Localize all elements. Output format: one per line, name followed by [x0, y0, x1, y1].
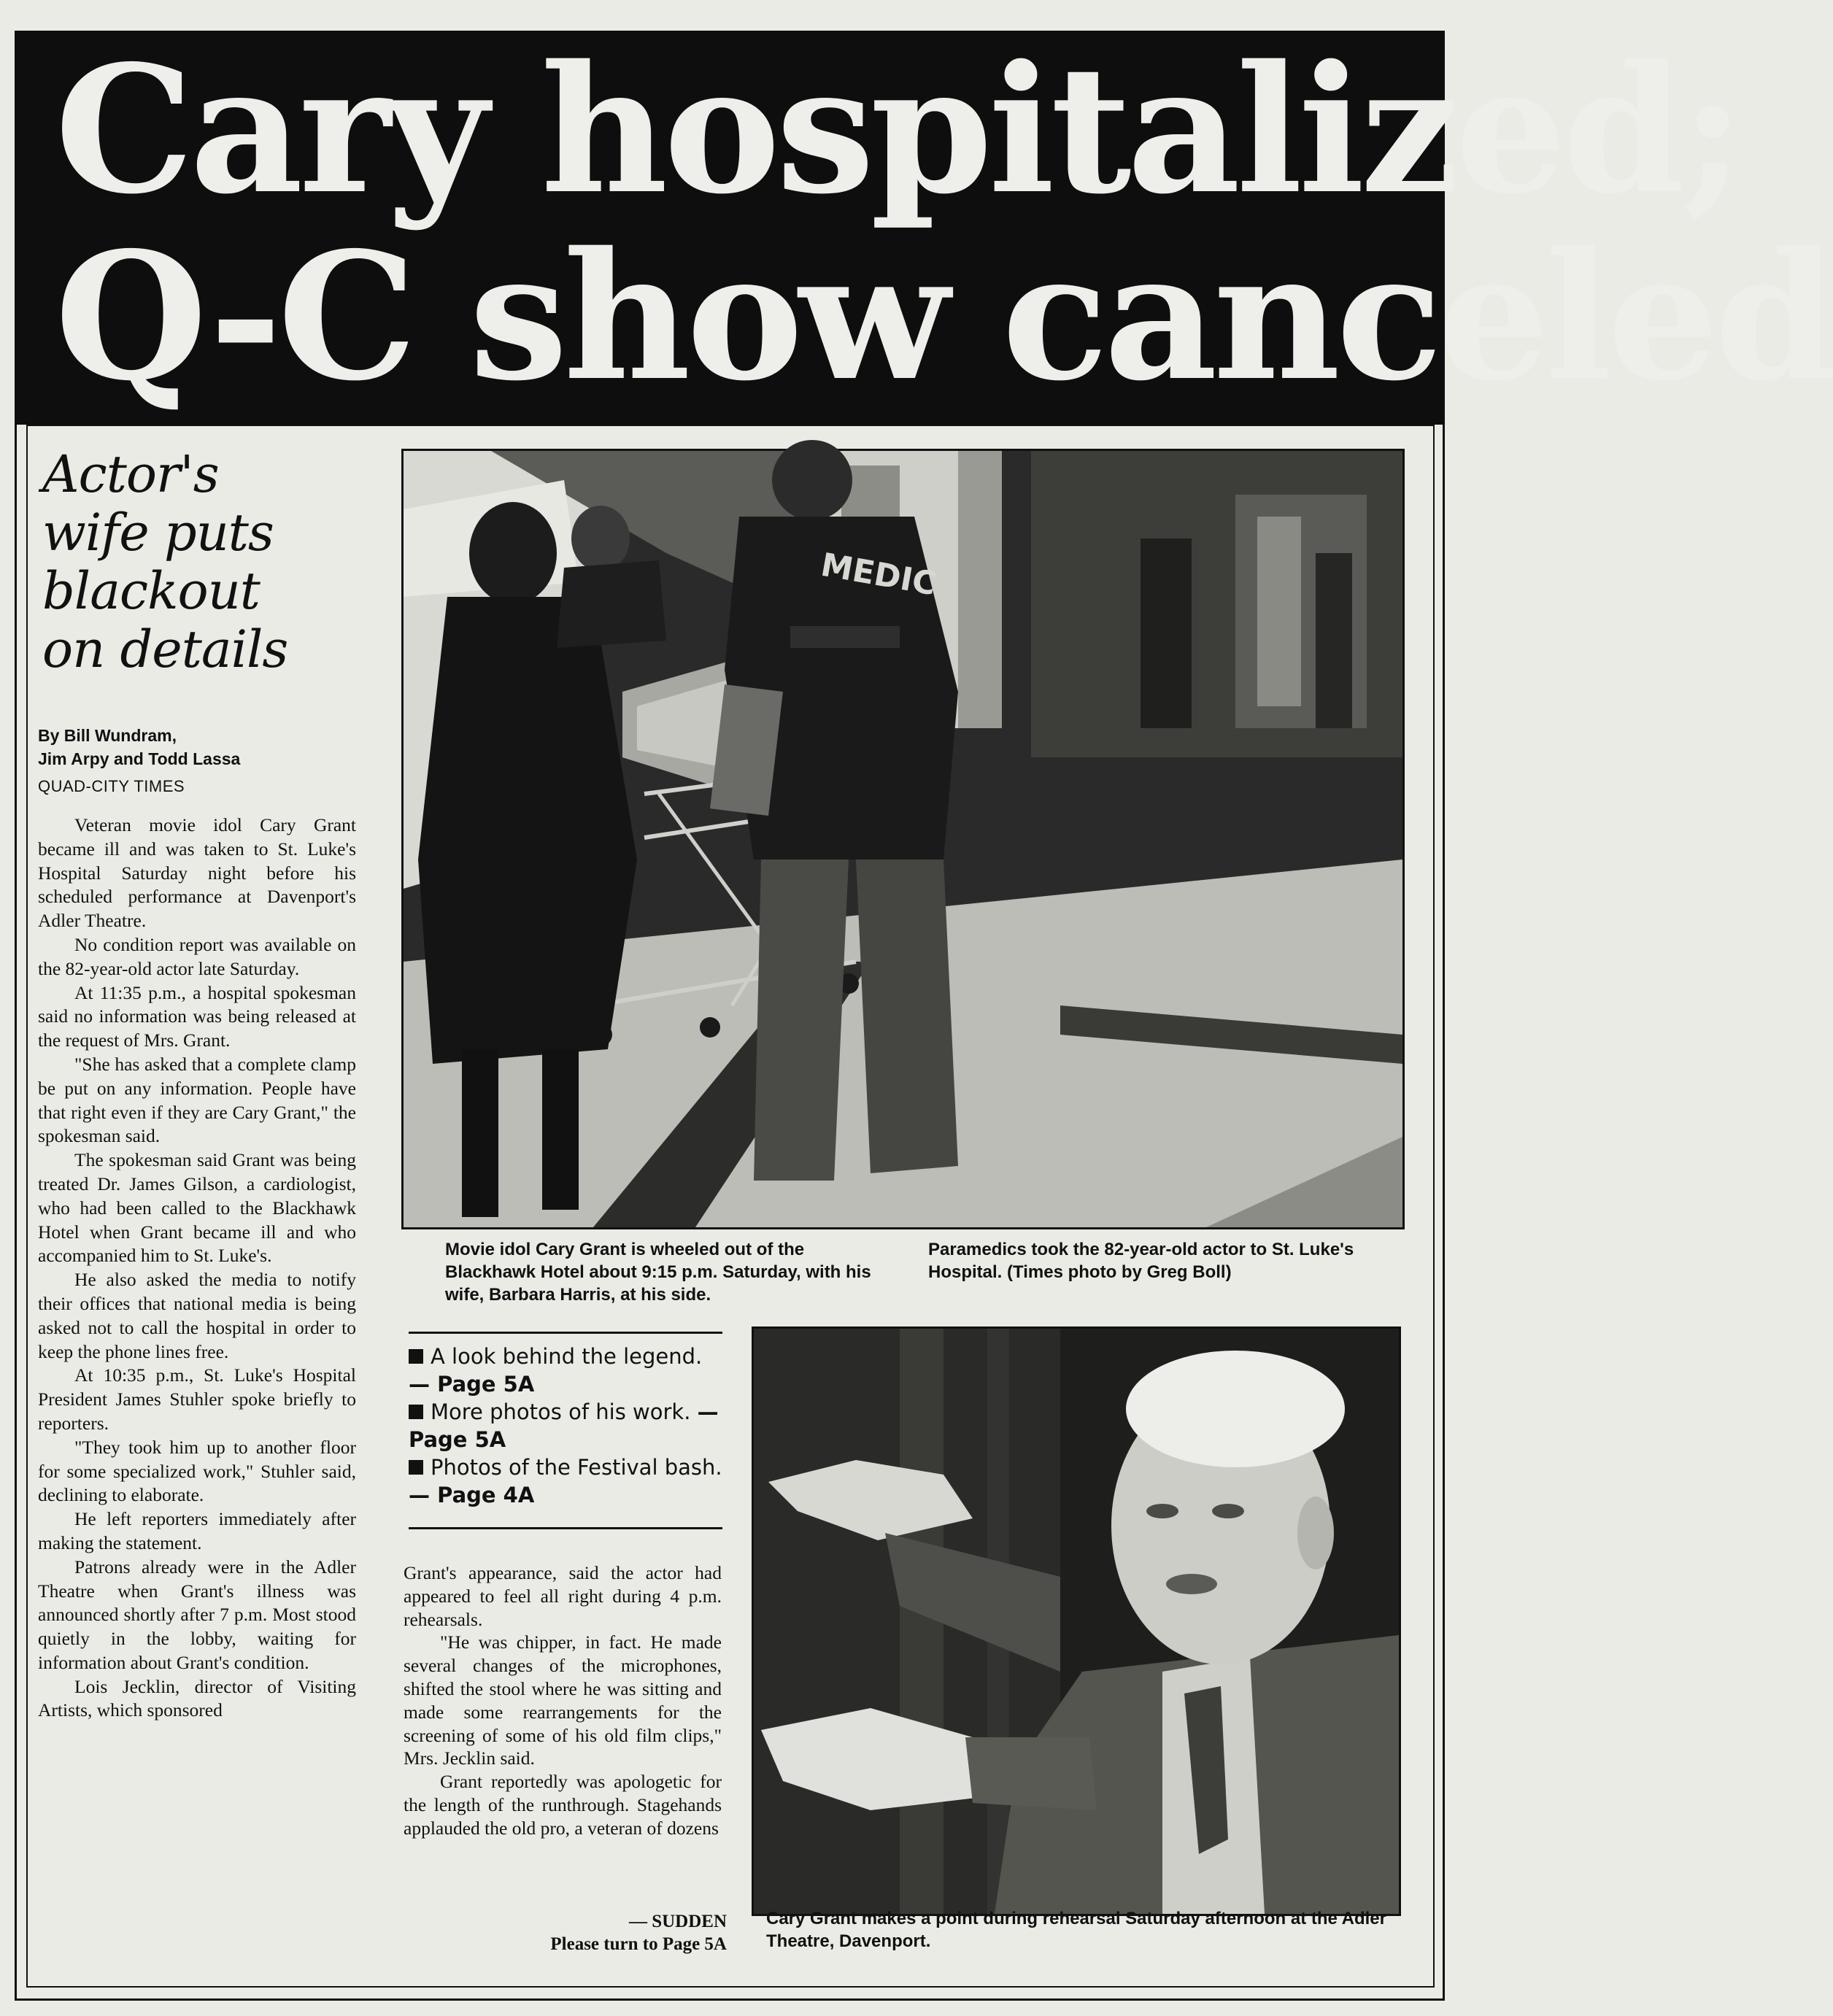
teaser-box [409, 1343, 722, 1509]
paragraph: At 11:35 p.m., a hospital spokesman said no information was being released at the request of Mrs. Grant. [38, 981, 356, 1051]
headline [55, 27, 1833, 420]
paragraph: Patrons already were in the Adler Theatre when Grant's illness was announced shortly after 7 p.m. Most stood quietly in the lobby, waiting for information about Grant's condition. [38, 1556, 356, 1673]
photo-caption-right: Paramedics took the 82-year-old actor to St. Luke's Hospital. (Times photo by Greg Boll) [928, 1240, 1354, 1282]
article-column-1 [38, 814, 356, 1723]
paragraph: "They took him up to another floor for some specialized work," Stuhler said, declining to elaborate. [38, 1436, 356, 1506]
headline-line-1: Cary hospitalized; [55, 27, 1741, 233]
teaser-item[interactable] [409, 1343, 722, 1398]
teaser-text: A look behind the legend. [431, 1344, 703, 1369]
teaser-text: Photos of the Festival bash. [431, 1455, 722, 1480]
square-bullet-icon [409, 1349, 423, 1364]
jump-label: — SUDDEN [628, 1912, 727, 1931]
paragraph: "He was chipper, in fact. He made several changes of the microphones, shifted the stool where he was sitting and made some rearrangements for the screening of some of his old film clips," Mrs. Jecklin said. [404, 1631, 722, 1769]
paragraph: Grant reportedly was apologetic for the length of the runthrough. Stagehands applauded the old pro, a veteran of dozens [404, 1771, 722, 1839]
square-bullet-icon [409, 1405, 423, 1419]
photo-caption-left: Movie idol Cary Grant is wheeled out of the Blackhawk Hotel about 9:15 p.m. Saturday, with his wife, Barbara Harris, at his side. [445, 1240, 871, 1305]
byline-line-2: Jim Arpy and Todd Lassa [38, 749, 241, 768]
teaser-page-ref: — Page 5A [409, 1399, 719, 1452]
paragraph: No condition report was available on the 82-year-old actor late Saturday. [38, 933, 356, 979]
paragraph: At 10:35 p.m., St. Luke's Hospital President James Stuhler spoke briefly to reporters. [38, 1364, 356, 1434]
article-column-2 [404, 1561, 722, 1840]
teaser-page-ref: — Page 4A [409, 1483, 535, 1507]
subheadline-line-2: wife puts [42, 503, 274, 563]
teaser-text: More photos of his work. [431, 1399, 691, 1424]
subheadline-line-1: Actor's [42, 444, 219, 504]
paragraph: Veteran movie idol Cary Grant became ill and was taken to St. Luke's Hospital Saturday night before his scheduled performance at Davenport's Adler Theatre. [38, 814, 356, 932]
teaser-bottom-rule [409, 1527, 722, 1529]
jump-text: Please turn to Page 5A [550, 1934, 727, 1954]
hospital-transport-photo [401, 449, 1405, 1229]
subheadline-line-3: blackout [42, 561, 260, 621]
byline-line-1: By Bill Wundram, [38, 726, 177, 745]
subheadline-line-4: on details [42, 619, 288, 679]
rehearsal-photo [752, 1326, 1401, 1916]
teaser-top-rule [409, 1332, 722, 1334]
byline [38, 724, 388, 771]
square-bullet-icon [409, 1460, 423, 1475]
paragraph: The spokesman said Grant was being treated Dr. James Gilson, a cardiologist, who had been called to the Blackhawk Hotel when Grant became ill and who accompanied him to St. Luke's. [38, 1149, 356, 1267]
rehearsal-photo-caption: Cary Grant makes a point during rehearsal Saturday afternoon at the Adler Theatre, Davenport. [766, 1909, 1386, 1951]
jump-line[interactable] [409, 1910, 727, 1955]
paragraph: Grant's appearance, said the actor had appeared to feel all right during 4 p.m. rehearsals. [404, 1562, 722, 1630]
headline-banner [15, 27, 1833, 425]
teaser-page-ref: — Page 5A [409, 1372, 535, 1397]
paragraph: "She has asked that a complete clamp be put on any information. People have that right even if they are Cary Grant," the spokesman said. [38, 1053, 356, 1147]
subheadline [42, 445, 393, 679]
medic-jacket-text: MEDIC [818, 546, 939, 603]
headline-line-2: Q-C show canceled [55, 214, 1833, 420]
teaser-item[interactable] [409, 1453, 722, 1509]
paragraph: He also asked the media to notify their offices that national media is being asked not to call the hospital in order to keep the phone lines free. [38, 1269, 356, 1362]
paragraph: Lois Jecklin, director of Visiting Artists, which sponsored [38, 1675, 356, 1721]
source-credit: QUAD-CITY TIMES [38, 777, 185, 795]
paragraph: He left reporters immediately after making the statement. [38, 1508, 356, 1553]
teaser-item[interactable] [409, 1398, 722, 1453]
